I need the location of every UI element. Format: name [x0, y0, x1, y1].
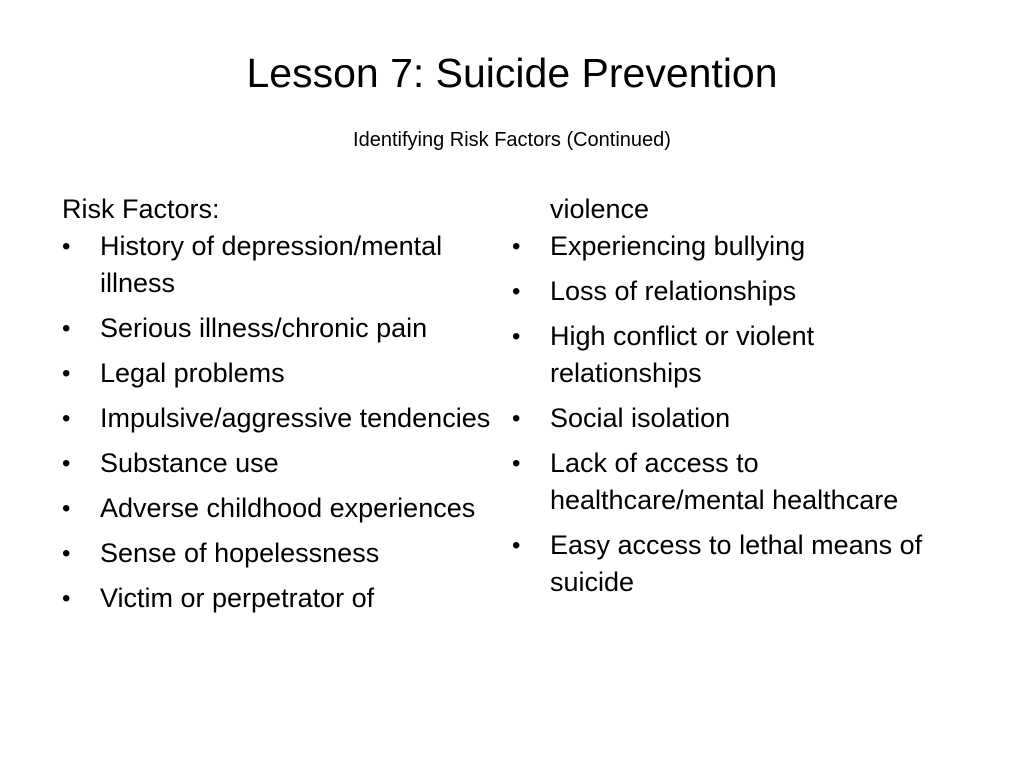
list-item [62, 310, 510, 347]
right-column [512, 191, 952, 601]
list-item-text: High conflict or violent relationships [550, 321, 815, 388]
list-item-text: Lack of access to healthcare/mental healthcare [550, 448, 899, 515]
list-item-text: Impulsive/aggressive tendencies [100, 403, 491, 433]
bullet-icon: • [62, 315, 71, 342]
list-item [62, 490, 510, 527]
list-item [512, 228, 952, 265]
list-item [512, 527, 952, 601]
list-item-text: History of depression/mental illness [100, 231, 443, 298]
list-item-text: Sense of hopelessness [100, 538, 380, 568]
list-item [512, 273, 952, 310]
continued-item-text: violence [550, 194, 650, 224]
list-item [62, 445, 510, 482]
bullet-icon: • [512, 450, 521, 477]
bullet-icon: • [512, 233, 521, 260]
list-item [512, 445, 952, 519]
bullet-icon: • [512, 532, 521, 559]
risk-factors-heading: Risk Factors: [62, 194, 220, 224]
list-item [512, 318, 952, 392]
list-item [62, 228, 510, 302]
list-item [62, 580, 510, 617]
left-bullet-list [62, 228, 510, 617]
bullet-icon: • [62, 405, 71, 432]
bullet-icon: • [62, 585, 71, 612]
list-item [62, 355, 510, 392]
bullet-icon: • [62, 450, 71, 477]
list-item-text: Serious illness/chronic pain [100, 313, 428, 343]
list-item [62, 400, 510, 437]
list-item-text: Experiencing bullying [550, 231, 806, 261]
left-column [62, 191, 510, 617]
list-item-text: Legal problems [100, 358, 285, 388]
list-item [512, 400, 952, 437]
bullet-icon: • [62, 495, 71, 522]
bullet-icon: • [62, 233, 71, 260]
list-item-text: Social isolation [550, 403, 731, 433]
bullet-icon: • [512, 278, 521, 305]
list-item-text: Victim or perpetrator of [100, 583, 375, 613]
list-item [62, 535, 510, 572]
bullet-icon: • [62, 540, 71, 567]
bullet-icon: • [512, 405, 521, 432]
list-item-text: Loss of relationships [550, 276, 797, 306]
slide-subtitle: Identifying Risk Factors (Continued) [353, 129, 671, 151]
bullet-icon: • [62, 360, 71, 387]
list-item-text: Adverse childhood experiences [100, 493, 476, 523]
list-item-text: Easy access to lethal means of suicide [550, 530, 923, 597]
list-item-text: Substance use [100, 448, 279, 478]
bullet-icon: • [512, 323, 521, 350]
slide-title: Lesson 7: Suicide Prevention [246, 50, 778, 96]
right-bullet-list [512, 228, 952, 601]
